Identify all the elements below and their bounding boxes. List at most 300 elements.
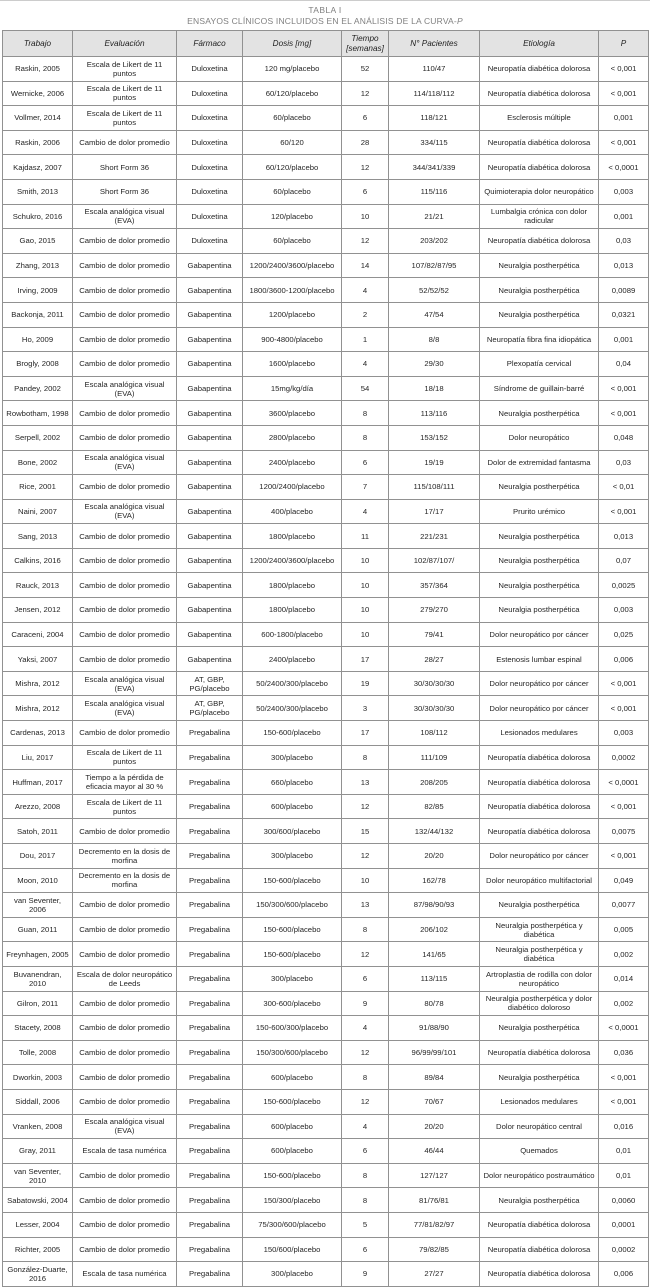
table-cell-farmaco: Pregabalina [177, 966, 243, 991]
table-cell-dosis: 1200/placebo [243, 302, 342, 327]
table-cell-tiempo: 12 [342, 1089, 389, 1114]
table-cell-tiempo: 12 [342, 844, 389, 869]
table-row [3, 942, 649, 967]
table-row [3, 1163, 649, 1188]
table-cell-evaluacion: Escala de Likert de 11 puntos [73, 81, 177, 106]
table-cell-tiempo: 5 [342, 1212, 389, 1237]
table-row [3, 819, 649, 844]
table-cell-etiologia: Neuralgia postherpética [480, 253, 599, 278]
table-cell-dosis: 1200/2400/placebo [243, 475, 342, 500]
table-row [3, 253, 649, 278]
table-cell-evaluacion: Cambio de dolor promedio [73, 573, 177, 598]
table-cell-etiologia: Síndrome de guillain-barré [480, 376, 599, 401]
table-cell-n-pacientes: 20/20 [389, 1114, 480, 1139]
table-cell-p: 0,002 [599, 942, 649, 967]
table-cell-etiologia: Neuropatía diabética dolorosa [480, 130, 599, 155]
table-cell-n-pacientes: 46/44 [389, 1139, 480, 1164]
table-cell-tiempo: 9 [342, 1262, 389, 1287]
table-cell-evaluacion: Cambio de dolor promedio [73, 991, 177, 1016]
table-cell-trabajo: Rice, 2001 [3, 475, 73, 500]
table-cell-trabajo: Schukro, 2016 [3, 204, 73, 229]
table-cell-farmaco: Gabapentina [177, 548, 243, 573]
table-cell-trabajo: Mishra, 2012 [3, 671, 73, 696]
table-cell-tiempo: 52 [342, 57, 389, 82]
table-cell-dosis: 75/300/600/placebo [243, 1212, 342, 1237]
table-cell-etiologia: Neuralgia postherpética [480, 1065, 599, 1090]
table-cell-dosis: 1800/placebo [243, 598, 342, 623]
table-cell-p: 0,001 [599, 106, 649, 131]
table-cell-p: 0,07 [599, 548, 649, 573]
table-cell-tiempo: 10 [342, 548, 389, 573]
table-row [3, 130, 649, 155]
table-cell-farmaco: Duloxetina [177, 81, 243, 106]
table-row [3, 1016, 649, 1041]
table-cell-evaluacion: Escala analógica visual (EVA) [73, 204, 177, 229]
table-cell-evaluacion: Cambio de dolor promedio [73, 475, 177, 500]
table-cell-trabajo: Gilron, 2011 [3, 991, 73, 1016]
table-cell-trabajo: van Seventer, 2010 [3, 1163, 73, 1188]
table-cell-etiologia: Neuropatía diabética dolorosa [480, 1040, 599, 1065]
table-cell-farmaco: Duloxetina [177, 229, 243, 254]
table-cell-dosis: 660/placebo [243, 770, 342, 795]
table-cell-trabajo: Satoh, 2011 [3, 819, 73, 844]
table-cell-trabajo: Buvanendran, 2010 [3, 966, 73, 991]
table-cell-evaluacion: Cambio de dolor promedio [73, 524, 177, 549]
table-cell-tiempo: 12 [342, 81, 389, 106]
table-cell-farmaco: AT, GBP, PG/placebo [177, 696, 243, 721]
table-cell-trabajo: Calkins, 2016 [3, 548, 73, 573]
table-row [3, 179, 649, 204]
table-cell-etiologia: Estenosis lumbar espinal [480, 647, 599, 672]
table-cell-tiempo: 2 [342, 302, 389, 327]
table-cell-evaluacion: Escala de dolor neuropático de Leeds [73, 966, 177, 991]
table-cell-n-pacientes: 79/82/85 [389, 1237, 480, 1262]
table-cell-p: 0,03 [599, 450, 649, 475]
table-cell-tiempo: 19 [342, 671, 389, 696]
table-cell-etiologia: Neuralgia postherpética [480, 475, 599, 500]
table-cell-trabajo: Sabatowski, 2004 [3, 1188, 73, 1213]
table-cell-dosis: 150-600/placebo [243, 868, 342, 893]
table-cell-farmaco: Gabapentina [177, 647, 243, 672]
table-cell-n-pacientes: 18/18 [389, 376, 480, 401]
table-row [3, 671, 649, 696]
table-cell-etiologia: Quemados [480, 1139, 599, 1164]
table-row [3, 770, 649, 795]
table-cell-farmaco: Pregabalina [177, 991, 243, 1016]
table-cell-p: < 0,0001 [599, 1016, 649, 1041]
table-header-row [3, 31, 649, 57]
table-cell-tiempo: 10 [342, 598, 389, 623]
table-cell-p: < 0,0001 [599, 155, 649, 180]
table-cell-farmaco: Duloxetina [177, 106, 243, 131]
table-cell-n-pacientes: 107/82/87/95 [389, 253, 480, 278]
table-cell-farmaco: Gabapentina [177, 253, 243, 278]
table-cell-p: 0,0002 [599, 745, 649, 770]
table-cell-dosis: 50/2400/300/placebo [243, 696, 342, 721]
table-row [3, 1188, 649, 1213]
table-cell-n-pacientes: 79/41 [389, 622, 480, 647]
clinical-trials-table [2, 30, 649, 1287]
column-header-trabajo: Trabajo [3, 31, 73, 57]
table-cell-evaluacion: Cambio de dolor promedio [73, 229, 177, 254]
table-cell-etiologia: Neuropatía diabética dolorosa [480, 57, 599, 82]
table-cell-trabajo: Arezzo, 2008 [3, 794, 73, 819]
table-cell-dosis: 150/600/placebo [243, 1237, 342, 1262]
table-cell-trabajo: Naini, 2007 [3, 499, 73, 524]
table-cell-dosis: 1800/placebo [243, 524, 342, 549]
table-cell-dosis: 300/placebo [243, 844, 342, 869]
table-cell-tiempo: 4 [342, 1016, 389, 1041]
table-cell-evaluacion: Cambio de dolor promedio [73, 352, 177, 377]
table-cell-etiologia: Dolor neuropático multifactorial [480, 868, 599, 893]
table-cell-n-pacientes: 28/27 [389, 647, 480, 672]
table-cell-trabajo: Sang, 2013 [3, 524, 73, 549]
table-cell-farmaco: Pregabalina [177, 794, 243, 819]
table-cell-farmaco: Gabapentina [177, 598, 243, 623]
table-cell-dosis: 150/300/placebo [243, 1188, 342, 1213]
table-cell-trabajo: Pandey, 2002 [3, 376, 73, 401]
table-cell-evaluacion: Escala de Likert de 11 puntos [73, 57, 177, 82]
table-cell-evaluacion: Cambio de dolor promedio [73, 278, 177, 303]
table-cell-tiempo: 6 [342, 1237, 389, 1262]
table-cell-p: 0,013 [599, 524, 649, 549]
table-row [3, 1065, 649, 1090]
table-cell-trabajo: van Seventer, 2006 [3, 893, 73, 918]
table-cell-p: 0,0001 [599, 1212, 649, 1237]
column-header-tiempo: Tiempo [semanas] [342, 31, 389, 57]
table-cell-trabajo: Guan, 2011 [3, 917, 73, 942]
table-cell-p: < 0,01 [599, 475, 649, 500]
table-cell-n-pacientes: 82/85 [389, 794, 480, 819]
table-cell-p: 0,036 [599, 1040, 649, 1065]
column-header-n-pacientes: N° Pacientes [389, 31, 480, 57]
table-cell-farmaco: Pregabalina [177, 770, 243, 795]
table-cell-dosis: 3600/placebo [243, 401, 342, 426]
table-row [3, 475, 649, 500]
table-cell-n-pacientes: 110/47 [389, 57, 480, 82]
table-cell-farmaco: Pregabalina [177, 1114, 243, 1139]
table-cell-etiologia: Prurito urémico [480, 499, 599, 524]
table-row [3, 1139, 649, 1164]
table-cell-n-pacientes: 132/44/132 [389, 819, 480, 844]
table-cell-p: < 0,001 [599, 696, 649, 721]
table-cell-dosis: 2400/placebo [243, 647, 342, 672]
table-cell-n-pacientes: 118/121 [389, 106, 480, 131]
table-cell-n-pacientes: 357/364 [389, 573, 480, 598]
table-cell-etiologia: Neuropatía diabética dolorosa [480, 229, 599, 254]
table-cell-evaluacion: Cambio de dolor promedio [73, 1188, 177, 1213]
table-cell-n-pacientes: 70/67 [389, 1089, 480, 1114]
table-cell-p: 0,0025 [599, 573, 649, 598]
table-cell-p: 0,048 [599, 425, 649, 450]
table-cell-farmaco: Pregabalina [177, 1139, 243, 1164]
table-cell-dosis: 1800/3600-1200/placebo [243, 278, 342, 303]
table-cell-etiologia: Dolor neuropático por cáncer [480, 844, 599, 869]
table-cell-etiologia: Neuropatía diabética dolorosa [480, 745, 599, 770]
table-cell-evaluacion: Cambio de dolor promedio [73, 327, 177, 352]
table-cell-trabajo: Rauck, 2013 [3, 573, 73, 598]
table-cell-etiologia: Dolor neuropático postraumático [480, 1163, 599, 1188]
table-cell-etiologia: Lesionados medulares [480, 721, 599, 746]
table-cell-n-pacientes: 115/108/111 [389, 475, 480, 500]
table-cell-p: < 0,001 [599, 1065, 649, 1090]
table-cell-tiempo: 12 [342, 229, 389, 254]
table-cell-farmaco: Duloxetina [177, 155, 243, 180]
table-cell-dosis: 150-600/300/placebo [243, 1016, 342, 1041]
table-cell-farmaco: Pregabalina [177, 893, 243, 918]
table-cell-etiologia: Neuropatía fibra fina idiopática [480, 327, 599, 352]
table-cell-trabajo: Yaksi, 2007 [3, 647, 73, 672]
table-cell-p: < 0,001 [599, 401, 649, 426]
table-cell-etiologia: Quimioterapia dolor neuropático [480, 179, 599, 204]
table-cell-p: 0,01 [599, 1139, 649, 1164]
table-row [3, 425, 649, 450]
table-cell-n-pacientes: 77/81/82/97 [389, 1212, 480, 1237]
table-cell-p: 0,005 [599, 917, 649, 942]
table-cell-etiologia: Neuralgia postherpética [480, 598, 599, 623]
table-cell-farmaco: Duloxetina [177, 179, 243, 204]
column-header-evaluacion: Evaluación [73, 31, 177, 57]
table-cell-p: 0,003 [599, 598, 649, 623]
table-cell-etiologia: Neuralgia postherpética [480, 893, 599, 918]
table-cell-evaluacion: Cambio de dolor promedio [73, 1016, 177, 1041]
table-cell-dosis: 300/placebo [243, 966, 342, 991]
table-cell-p: 0,0089 [599, 278, 649, 303]
table-cell-farmaco: Gabapentina [177, 622, 243, 647]
table-cell-farmaco: Duloxetina [177, 57, 243, 82]
table-cell-n-pacientes: 21/21 [389, 204, 480, 229]
table-cell-dosis: 600/placebo [243, 1139, 342, 1164]
table-cell-n-pacientes: 111/109 [389, 745, 480, 770]
table-cell-p: 0,03 [599, 229, 649, 254]
table-cell-trabajo: González-Duarte, 2016 [3, 1262, 73, 1287]
table-cell-evaluacion: Cambio de dolor promedio [73, 130, 177, 155]
table-cell-evaluacion: Cambio de dolor promedio [73, 1212, 177, 1237]
table-row [3, 622, 649, 647]
table-cell-etiologia: Neuralgia postherpética y dolor diabético doloroso [480, 991, 599, 1016]
table-cell-tiempo: 6 [342, 179, 389, 204]
table-cell-n-pacientes: 344/341/339 [389, 155, 480, 180]
table-cell-dosis: 600-1800/placebo [243, 622, 342, 647]
table-row [3, 1237, 649, 1262]
table-cell-tiempo: 12 [342, 155, 389, 180]
subtitle-italic-p: P [456, 16, 463, 26]
table-cell-farmaco: Pregabalina [177, 1089, 243, 1114]
table-cell-dosis: 300/600/placebo [243, 819, 342, 844]
table-cell-p: 0,0077 [599, 893, 649, 918]
table-cell-farmaco: Gabapentina [177, 327, 243, 352]
table-cell-tiempo: 8 [342, 1163, 389, 1188]
table-cell-evaluacion: Cambio de dolor promedio [73, 598, 177, 623]
table-cell-n-pacientes: 203/202 [389, 229, 480, 254]
table-cell-trabajo: Raskin, 2005 [3, 57, 73, 82]
table-cell-trabajo: Serpell, 2002 [3, 425, 73, 450]
table-cell-farmaco: Duloxetina [177, 204, 243, 229]
table-cell-n-pacientes: 17/17 [389, 499, 480, 524]
table-cell-trabajo: Siddall, 2006 [3, 1089, 73, 1114]
table-cell-p: 0,014 [599, 966, 649, 991]
table-cell-p: 0,0002 [599, 1237, 649, 1262]
table-cell-dosis: 15mg/kg/día [243, 376, 342, 401]
table-cell-evaluacion: Escala analógica visual (EVA) [73, 376, 177, 401]
table-cell-n-pacientes: 89/84 [389, 1065, 480, 1090]
table-cell-evaluacion: Short Form 36 [73, 155, 177, 180]
table-row [3, 524, 649, 549]
table-cell-n-pacientes: 206/102 [389, 917, 480, 942]
table-cell-evaluacion: Decremento en la dosis de morfina [73, 868, 177, 893]
table-cell-evaluacion: Cambio de dolor promedio [73, 942, 177, 967]
table-cell-evaluacion: Escala analógica visual (EVA) [73, 499, 177, 524]
table-cell-dosis: 300/placebo [243, 745, 342, 770]
table-cell-trabajo: Huffman, 2017 [3, 770, 73, 795]
table-number-title: TABLA I [308, 5, 342, 15]
table-cell-evaluacion: Cambio de dolor promedio [73, 548, 177, 573]
table-cell-trabajo: Kajdasz, 2007 [3, 155, 73, 180]
table-cell-n-pacientes: 80/78 [389, 991, 480, 1016]
table-cell-evaluacion: Escala de tasa numérica [73, 1139, 177, 1164]
table-cell-dosis: 150/300/600/placebo [243, 893, 342, 918]
table-row [3, 917, 649, 942]
table-cell-farmaco: Pregabalina [177, 942, 243, 967]
table-cell-farmaco: Pregabalina [177, 1040, 243, 1065]
table-row [3, 302, 649, 327]
table-cell-tiempo: 12 [342, 794, 389, 819]
table-cell-p: 0,0060 [599, 1188, 649, 1213]
table-cell-trabajo: Moon, 2010 [3, 868, 73, 893]
table-cell-tiempo: 12 [342, 1040, 389, 1065]
table-cell-dosis: 150-600/placebo [243, 1089, 342, 1114]
table-cell-p: < 0,001 [599, 844, 649, 869]
table-cell-farmaco: Pregabalina [177, 917, 243, 942]
table-cell-evaluacion: Cambio de dolor promedio [73, 1040, 177, 1065]
table-cell-evaluacion: Decremento en la dosis de morfina [73, 844, 177, 869]
table-cell-trabajo: Wernicke, 2006 [3, 81, 73, 106]
table-cell-n-pacientes: 47/54 [389, 302, 480, 327]
column-header-dosis: Dosis [mg] [243, 31, 342, 57]
table-cell-n-pacientes: 20/20 [389, 844, 480, 869]
table-row [3, 721, 649, 746]
table-cell-tiempo: 54 [342, 376, 389, 401]
table-row [3, 57, 649, 82]
table-cell-farmaco: Pregabalina [177, 1188, 243, 1213]
table-cell-p: 0,049 [599, 868, 649, 893]
table-cell-dosis: 2800/placebo [243, 425, 342, 450]
table-cell-p: 0,04 [599, 352, 649, 377]
table-cell-dosis: 150-600/placebo [243, 1163, 342, 1188]
table-cell-evaluacion: Cambio de dolor promedio [73, 893, 177, 918]
table-cell-farmaco: Pregabalina [177, 1237, 243, 1262]
table-row [3, 598, 649, 623]
table-cell-n-pacientes: 108/112 [389, 721, 480, 746]
table-cell-n-pacientes: 334/115 [389, 130, 480, 155]
table-row [3, 499, 649, 524]
table-cell-farmaco: Gabapentina [177, 524, 243, 549]
table-row [3, 1212, 649, 1237]
table-row [3, 548, 649, 573]
table-cell-dosis: 1200/2400/3600/placebo [243, 548, 342, 573]
table-cell-tiempo: 8 [342, 1188, 389, 1213]
table-cell-trabajo: Irving, 2009 [3, 278, 73, 303]
table-cell-farmaco: Duloxetina [177, 130, 243, 155]
table-cell-trabajo: Bone, 2002 [3, 450, 73, 475]
table-cell-n-pacientes: 153/152 [389, 425, 480, 450]
table-cell-dosis: 60/placebo [243, 179, 342, 204]
table-row [3, 1114, 649, 1139]
table-cell-n-pacientes: 91/88/90 [389, 1016, 480, 1041]
table-cell-etiologia: Neuralgia postherpética [480, 524, 599, 549]
table-cell-p: < 0,001 [599, 671, 649, 696]
table-cell-p: < 0,0001 [599, 770, 649, 795]
table-cell-trabajo: Jensen, 2012 [3, 598, 73, 623]
table-cell-dosis: 900-4800/placebo [243, 327, 342, 352]
table-cell-tiempo: 4 [342, 499, 389, 524]
table-cell-p: 0,0075 [599, 819, 649, 844]
table-cell-p: 0,003 [599, 721, 649, 746]
table-cell-dosis: 120 mg/placebo [243, 57, 342, 82]
table-cell-etiologia: Dolor neuropático por cáncer [480, 622, 599, 647]
table-cell-evaluacion: Cambio de dolor promedio [73, 917, 177, 942]
table-cell-etiologia: Neuropatía diabética dolorosa [480, 819, 599, 844]
table-cell-trabajo: Vollmer, 2014 [3, 106, 73, 131]
table-row [3, 81, 649, 106]
table-cell-dosis: 2400/placebo [243, 450, 342, 475]
table-cell-trabajo: Lesser, 2004 [3, 1212, 73, 1237]
table-cell-farmaco: Gabapentina [177, 352, 243, 377]
table-cell-etiologia: Neuropatía diabética dolorosa [480, 1212, 599, 1237]
table-cell-n-pacientes: 113/115 [389, 966, 480, 991]
table-cell-dosis: 400/placebo [243, 499, 342, 524]
table-cell-farmaco: Pregabalina [177, 819, 243, 844]
table-cell-tiempo: 13 [342, 893, 389, 918]
table-cell-dosis: 150-600/placebo [243, 942, 342, 967]
table-row [3, 229, 649, 254]
column-header-p: P [599, 31, 649, 57]
table-cell-tiempo: 11 [342, 524, 389, 549]
table-cell-dosis: 60/120/placebo [243, 155, 342, 180]
table-cell-farmaco: Gabapentina [177, 401, 243, 426]
table-cell-farmaco: Pregabalina [177, 868, 243, 893]
table-cell-evaluacion: Escala analógica visual (EVA) [73, 450, 177, 475]
table-row [3, 1089, 649, 1114]
table-cell-tiempo: 15 [342, 819, 389, 844]
table-row [3, 991, 649, 1016]
table-cell-n-pacientes: 102/87/107/ [389, 548, 480, 573]
table-cell-p: 0,0321 [599, 302, 649, 327]
table-cell-tiempo: 17 [342, 721, 389, 746]
table-cell-dosis: 150-600/placebo [243, 917, 342, 942]
table-cell-tiempo: 17 [342, 647, 389, 672]
table-cell-farmaco: Gabapentina [177, 302, 243, 327]
table-cell-evaluacion: Short Form 36 [73, 179, 177, 204]
table-cell-tiempo: 8 [342, 745, 389, 770]
table-cell-farmaco: Pregabalina [177, 1212, 243, 1237]
table-cell-trabajo: Liu, 2017 [3, 745, 73, 770]
table-cell-evaluacion: Cambio de dolor promedio [73, 401, 177, 426]
table-cell-trabajo: Rowbotham, 1998 [3, 401, 73, 426]
table-cell-etiologia: Lumbalgia crónica con dolor radicular [480, 204, 599, 229]
table-cell-n-pacientes: 208/205 [389, 770, 480, 795]
table-cell-evaluacion: Cambio de dolor promedio [73, 302, 177, 327]
table-cell-evaluacion: Cambio de dolor promedio [73, 1237, 177, 1262]
table-cell-dosis: 1800/placebo [243, 573, 342, 598]
table-cell-dosis: 50/2400/300/placebo [243, 671, 342, 696]
subtitle-text: ENSAYOS CLÍNICOS INCLUIDOS EN EL ANÁLISIS DE LA CURVA- [187, 16, 457, 26]
table-cell-tiempo: 28 [342, 130, 389, 155]
table-cell-p: 0,006 [599, 647, 649, 672]
table-cell-evaluacion: Cambio de dolor promedio [73, 819, 177, 844]
table-row [3, 106, 649, 131]
table-cell-tiempo: 8 [342, 425, 389, 450]
